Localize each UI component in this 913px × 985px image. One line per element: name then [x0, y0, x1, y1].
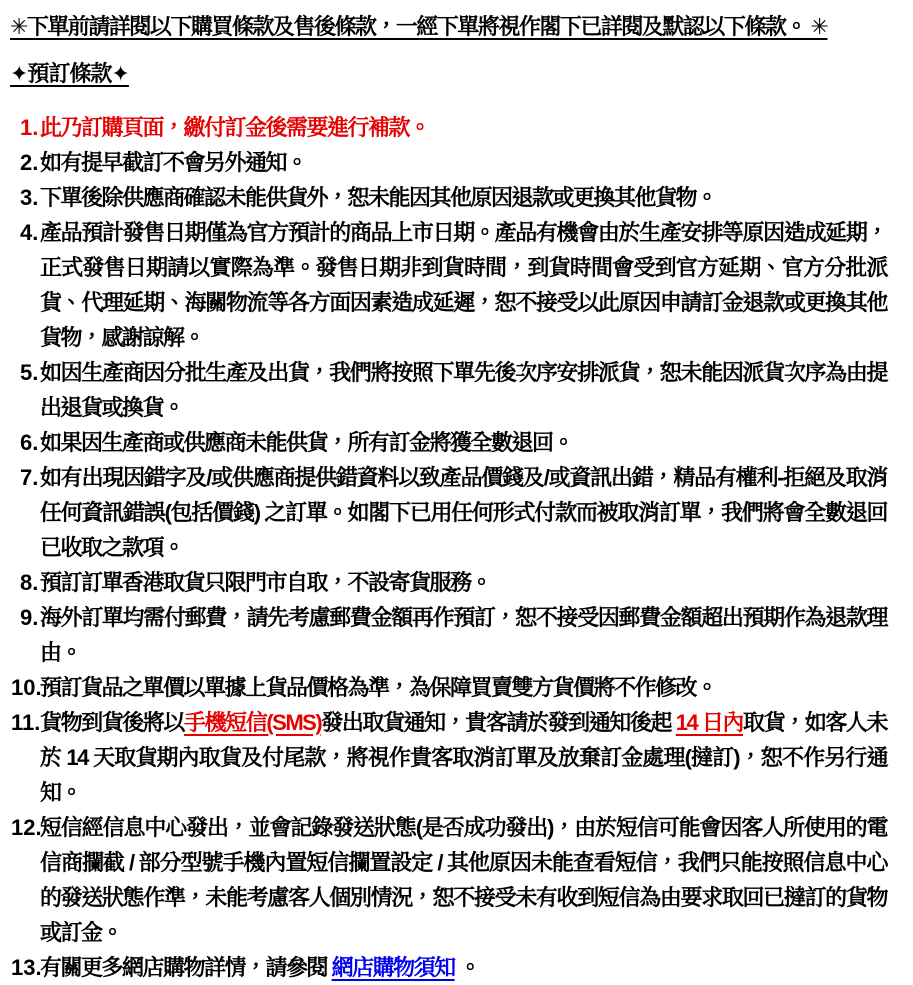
term-number: 13.	[11, 955, 42, 980]
term-number: 7.	[20, 465, 39, 490]
term-item-11	[10, 705, 887, 810]
term-item-13	[10, 950, 887, 985]
term-item-8	[10, 565, 887, 600]
term-number: 2.	[20, 150, 39, 175]
term-text: 。	[454, 955, 480, 980]
term-number: 9.	[20, 605, 39, 630]
term-text: 貨物到貨後將以	[40, 710, 185, 735]
section-title-row	[10, 60, 887, 87]
term-item-12	[10, 810, 887, 950]
terms-list	[10, 110, 887, 985]
pickup-deadline-emphasis: 14 日內	[675, 710, 744, 735]
store-shopping-guide-link[interactable]: 網店購物須知	[331, 955, 455, 980]
term-text: 如有出現因錯字及/或供應商提供錯資料以致產品價錢及/或資訊出錯，精品有權利-拒絕及取消任何資訊錯誤(包括價錢) 之訂單。如閣下已用任何形式付款而被取消訂單，我們將會全數退回已收取之款項。	[40, 465, 887, 560]
term-text: 如因生產商因分批生產及出貨，我們將按照下單先後次序安排派貨，恕未能因派貨次序為由提出退貨或換貨。	[40, 360, 887, 420]
term-item-9	[10, 600, 887, 670]
term-number: 11.	[11, 710, 41, 735]
term-number: 1.	[20, 115, 39, 140]
term-text: 有關更多網店購物詳情，請參閱	[40, 955, 332, 980]
term-number: 12.	[11, 815, 42, 840]
term-text: 如有提早截訂不會另外通知。	[40, 150, 307, 175]
term-text: 下單後除供應商確認未能供貨外，恕未能因其他原因退款或更換其他貨物。	[40, 185, 717, 210]
term-text: 預訂訂單香港取貨只限門市自取，不設寄貨服務。	[40, 570, 492, 595]
term-item-3	[10, 180, 887, 215]
term-item-10	[10, 670, 887, 705]
sms-notice-emphasis: 手機短信(SMS)	[184, 710, 322, 735]
term-item-2	[10, 145, 887, 180]
purchase-notice-banner: ✳︎下單前請詳閱以下購買條款及售後條款，一經下單將視作閣下已詳閱及默認以下條款。 ✳︎	[10, 14, 828, 39]
term-item-7	[10, 460, 887, 565]
term-text: 取貨，如客人未於 14 天取貨期內取貨及付尾款，將視作貴客取消訂單及放棄訂金處理(撻訂)，恕不作另行通知。	[40, 710, 887, 805]
term-text: 此乃訂購頁面，繳付訂金後需要進行補款。	[40, 115, 430, 140]
term-text: 產品預計發售日期僅為官方預計的商品上市日期。產品有機會由於生產安排等原因造成延期，正式發售日期請以實際為準。發售日期非到貨時間，到貨時間會受到官方延期、官方分批派貨、代理延期、海關物流等各方面因素造成延遲，恕不接受以此原因申請訂金退款或更換其他貨物，感謝諒解。	[40, 220, 887, 350]
term-number: 6.	[20, 430, 39, 455]
term-item-1	[10, 110, 887, 145]
term-number: 5.	[20, 360, 39, 385]
term-text: 如果因生產商或供應商未能供貨，所有訂金將獲全數退回。	[40, 430, 574, 455]
term-item-4	[10, 215, 887, 355]
term-text: 預訂貨品之單價以單據上貨品價格為準，為保障買賣雙方貨價將不作修改。	[40, 675, 717, 700]
term-text: 發出取貨通知，貴客請於發到通知後起	[321, 710, 676, 735]
preorder-terms-heading: ✦預訂條款✦	[10, 61, 129, 86]
term-item-6	[10, 425, 887, 460]
term-item-5	[10, 355, 887, 425]
term-text: 短信經信息中心發出，並會記錄發送狀態(是否成功發出)，由於短信可能會因客人所使用的電信商攔截 / 部分型號手機內置短信攔置設定 / 其他原因未能查看短信，我們只能按照信息中心的發送狀態作準，未能考慮客人個別情況，恕不接受未有收到短信為由要求取回已撻訂的貨物或訂金。	[40, 815, 887, 945]
term-number: 4.	[20, 220, 39, 245]
term-text: 海外訂單均需付郵費，請先考慮郵費金額再作預訂，恕不接受因郵費金額超出預期作為退款理由。	[40, 605, 887, 665]
term-number: 8.	[20, 570, 39, 595]
term-number: 10.	[11, 675, 42, 700]
term-number: 3.	[20, 185, 39, 210]
